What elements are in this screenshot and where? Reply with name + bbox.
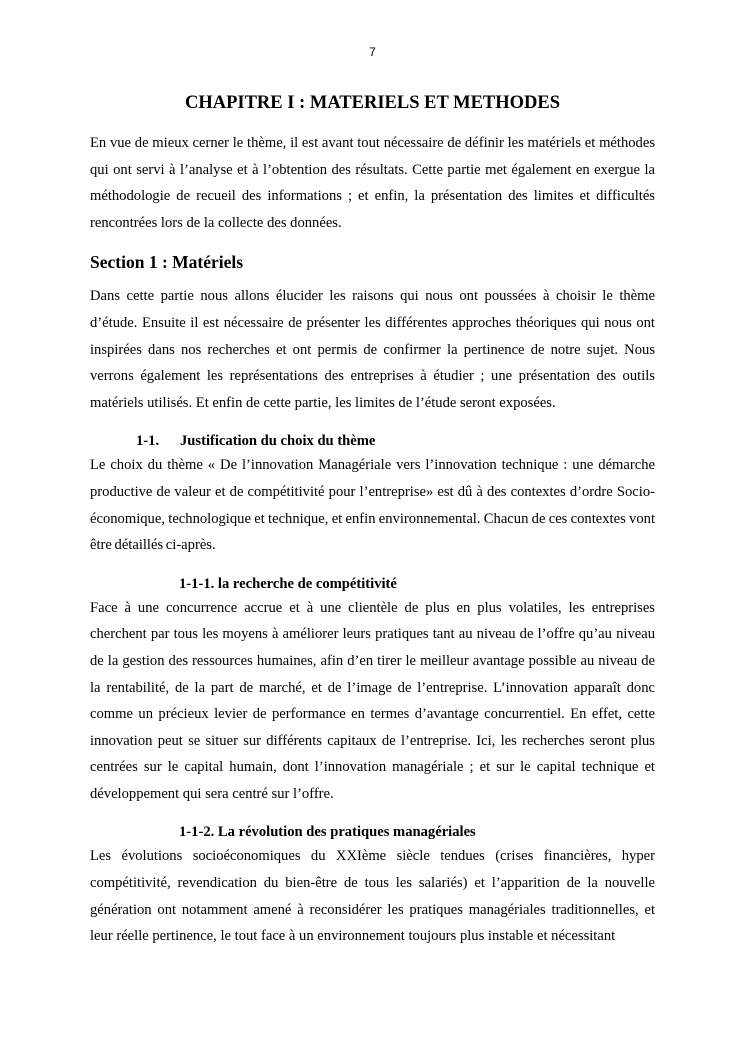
subsection-1-1-heading (90, 430, 655, 452)
subsection-1-1-title: Justification du choix du thème (180, 433, 376, 450)
subsection-1-1-2-title: 1-1-2. La révolution des pratiques managériales (179, 824, 476, 841)
subsection-1-1-1-paragraph: Face à une concurrence accrue et à une clientèle de plus en plus volatiles, les entreprises cherchent par tous les moyens à améliorer leurs pratiques tant au niveau de l’offre qu’au niveau de la gestion des ressources humaines, afin d’en tirer le meilleur avantage possible au niveau de la rentabilité, de la part de marché, et de l’image de l’entreprise. L’innovation apparaît donc comme un précieux levier de performance en termes d’avantage concurrentiel. En effet, cette innovation peut se situer sur différents capitaux de l’entreprise. Ici, les recherches seront plus centrées sur le capital humain, dont l’innovation managériale ; et sur le capital technique et développement qui sera centré sur l’offre. (90, 599, 655, 802)
section-1-paragraph: Dans cette partie nous allons élucider les raisons qui nous ont poussées à choisir le thème d’étude. Ensuite il est nécessaire de présenter les différentes approches théoriques qui nous ont inspirées dans nos recherches et ont permis de confirmer la pertinence de notre sujet. Nous verrons également les représentations des entreprises à étudier ; une présentation des outils matériels utilisés. Et enfin de cette partie, les limites de l’étude seront exposées. (90, 288, 655, 411)
page-number: 7 (369, 45, 376, 59)
page-content (90, 88, 655, 950)
subsection-1-1-2-paragraph: Les évolutions socioéconomiques du XXIème siècle tendues (crises financières, hyper compétitivité, revendication du bien-être de tous les salariés) et l’apparition de la nouvelle génération ont notamment amené à reconsidérer les pratiques managériales traditionnelles, et leur réelle pertinence, le tout face à un environnement toujours plus instable et nécessitant (90, 848, 655, 945)
chapter-title: CHAPITRE I : MATERIELS ET METHODES (184, 93, 561, 113)
section-1-title: Section 1 : Matériels (90, 252, 244, 273)
subsection-1-1-paragraph: Le choix du thème « De l’innovation Managériale vers l’innovation technique : une démarche productive de valeur et de compétitivité pour l’entreprise» est dû à des contextes d’ordre Socio-économique, technologique et technique, et enfin environnemental. Chacun de ces contextes vont être détaillés ci-après. (90, 457, 655, 554)
subsection-1-1-1-title: 1-1-1. la recherche de compétitivité (179, 575, 397, 592)
intro-paragraph: En vue de mieux cerner le thème, il est avant tout nécessaire de définir les matériels et méthodes qui ont servi à l’analyse et à l’obtention des résultats. Cette partie met également en exergue la méthodologie de recueil des informations ; et enfin, la présentation des limites et difficultés rencontrées lors de la collecte des données. (90, 135, 655, 231)
subsection-1-1-number: 1-1. (136, 433, 160, 450)
